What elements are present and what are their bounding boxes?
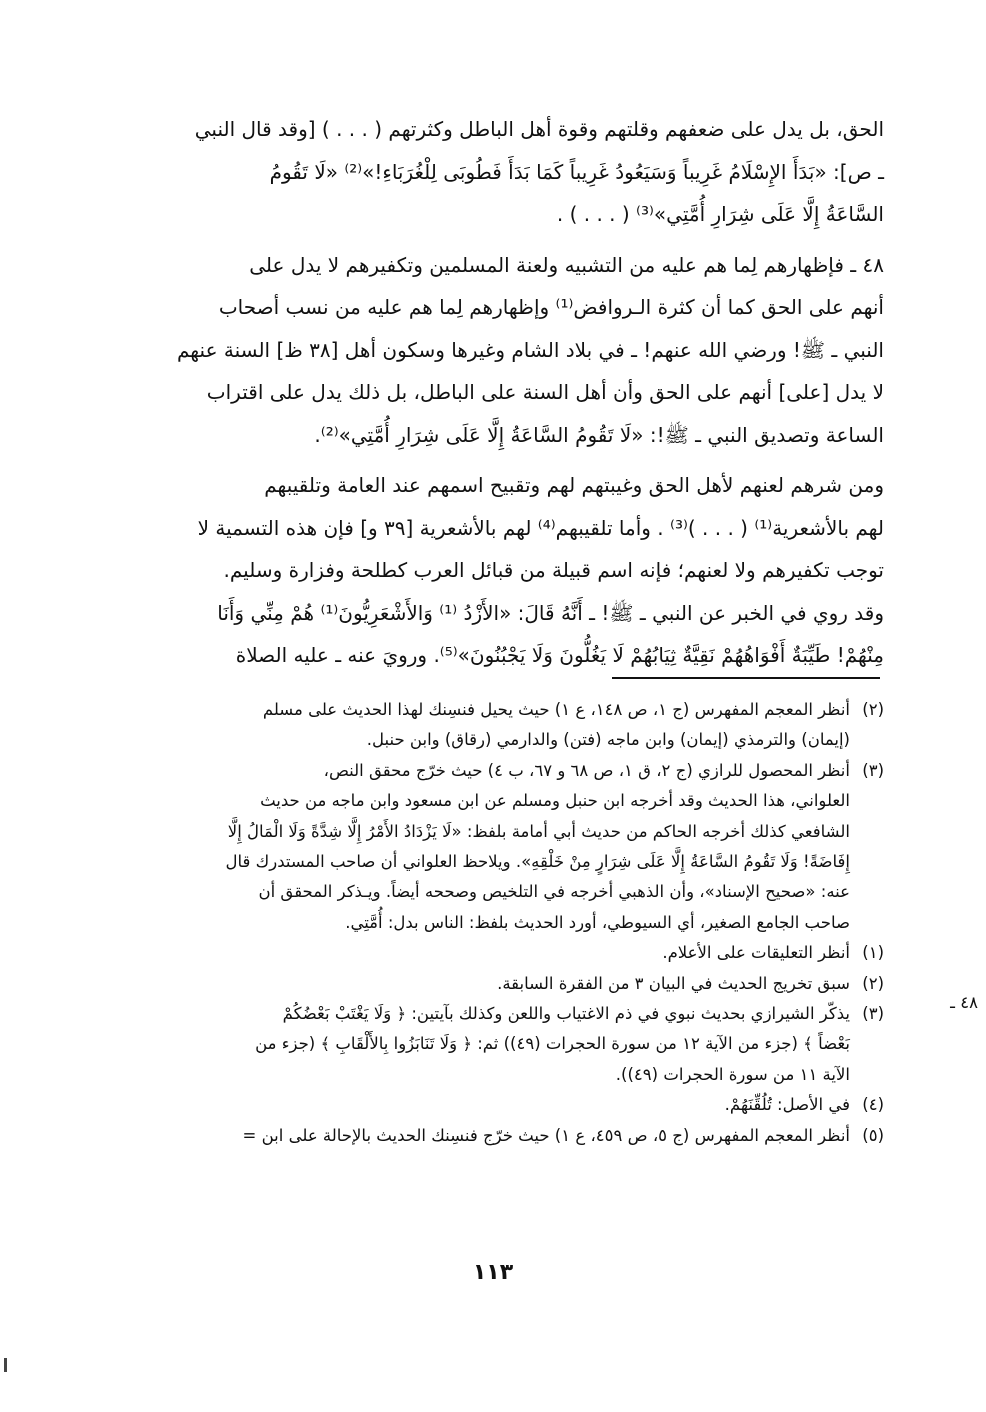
footnote-line: أنظر المحصول للرازي (ج ٢، ق ١، ص ٦٨ و ٦٧، ب ٤) حيث خرّج محقق النص، xyxy=(323,760,850,780)
footnote xyxy=(108,756,884,938)
footnote-number: (٢) xyxy=(862,700,884,719)
footnote-line: الشافعي كذلك أخرجه الحاكم من حديث أبي أمامة بلفظ: «لَا يَزْدَادُ الأَمْرُ إِلَّا شِدَّةً وَلَا الْمَالُ إِلَّا xyxy=(227,821,850,841)
body-line: وقد روي في الخبر عن النبي ـ ﷺ! ـ أَنَّهُ قَالَ: «الأَزْدُ ⁽¹⁾ وَالأَشْعَرِيُّونَ⁽¹⁾ هُمْ مِنِّي وَأَنَا xyxy=(217,600,884,625)
footnote xyxy=(108,969,884,999)
body-line: السَّاعَةُ إِلَّا عَلَى شِرَارِ أُمَّتِي»⁽³⁾ ( . . . ) . xyxy=(556,202,884,226)
footnote-line: صاحب الجامع الصغير، أي السيوطي، أورد الحديث بلفظ: الناس بدل: أُمَّتِي. xyxy=(345,912,850,932)
footnote xyxy=(108,938,884,968)
page-number: ١١٣ xyxy=(472,1260,514,1285)
footnote-line: أنظر التعليقات على الأعلام. xyxy=(662,943,850,963)
footnote-number: (٥) xyxy=(862,1125,884,1145)
footnote-number: (٣) xyxy=(862,760,884,780)
body-line: توجب تكفيرهم ولا لعنهم؛ فإنه اسم قبيلة من قبائل العرب كطلحة وفزارة وسليم. xyxy=(223,558,884,582)
footnote-line: يذكّر الشيرازي بحديث نبوي في ذم الاغتياب واللعن وكذلك بآيتين: ﴿ وَلَا يَغْتَبْ بَعْضُكُمْ xyxy=(282,1004,850,1024)
body-line: الحق، بل يدل على ضعفهم وقلتهم وقوة أهل الباطل وكثرتهم ( . . . ) [وقد قال النبي xyxy=(194,117,884,141)
body-line: ومن شرهم لعنهم لأهل الحق وغيبتهم لهم وتقبيح اسمهم عند العامة وتلقيبهم xyxy=(264,473,884,497)
footnote xyxy=(108,1090,884,1120)
body-line: النبي ـ ﷺ! ورضي الله عنهم! ـ في بلاد الشام وغيرها وسكون أهل [٣٨ ظ] السنة عنهم xyxy=(177,337,884,362)
footnotes xyxy=(108,695,884,1151)
footnote-line: إِفَاضَةً! وَلَا تَقُومُ السَّاعَةُ إِلَّا عَلَى شِرَارٍ مِنْ خَلْقِهِ». ويلاحظ العلواني أن صاحب المستدرك قال xyxy=(225,852,850,872)
body-line: أنهم على الحق كما أن كثرة الـروافض⁽¹⁾ وإظهارهم لِما هم عليه من نسب أصحاب xyxy=(218,295,884,319)
footnote-line: في الأصل: تُلُقِّنَهُمْ. xyxy=(724,1095,850,1115)
body-line: الساعة وتصديق النبي ـ ﷺ!: «لَا تَقُومُ السَّاعَةُ إِلَّا عَلَى شِرَارِ أُمَّتِي»⁽²⁾. xyxy=(314,422,884,447)
footnote-line: بَعْضاً ﴾ (جزء من الآية ١٢ من سورة الحجرات (٤٩)) ثم: ﴿ وَلَا تَنَابَزُوا بِالأَلْقَابِ ﴾ (جزء من xyxy=(255,1034,850,1054)
footnote-line: الآية ١١ من سورة الحجرات (٤٩)). xyxy=(615,1064,850,1084)
footnote xyxy=(108,1121,884,1151)
footnote-number: (٢) xyxy=(862,973,884,993)
footnote-line: عنه: «صحيح الإسناد»، وأن الذهبي أخرجه في التلخيص وصححه أيضاً. ويـذكر المحقق أن xyxy=(258,882,850,902)
footnote-line: أنظر المعجم المفهرس (ج ١، ص ١٤٨، ع ١) حيث يحيل فنسِنك لهذا الحديث على مسلم xyxy=(262,700,850,719)
footnote-line: (إيمان) والترمذي (إيمان) وابن ماجه (فتن) والدارمي (رقاق) وابن حنبل. xyxy=(366,730,850,750)
body-line: ـ ص]: «بَدَأَ الإِسْلَامُ غَرِيباً وَسَيَعُودُ غَرِيباً كَمَا بَدَأَ فَطُوبَى لِلْغُرَبَاءِ!»⁽²⁾ «لَا تَقُومُ xyxy=(269,159,884,184)
paragraph-48-line: ٤٨ ـ فإظهارهم لِما هم عليه من التشبيه ولعنة المسلمين وتكفيرهم لا يدل على xyxy=(249,252,884,277)
body-line: لا يدل [على] أنهم على الحق وأن أهل السنة على الباطل، بل ذلك يدل على اقتراب xyxy=(206,380,884,404)
footnote-group-label: ٤٨ ـ xyxy=(950,993,978,1012)
footnote-line: سبق تخريج الحديث في البيان ٣ من الفقرة السابقة. xyxy=(497,973,850,993)
footnote xyxy=(108,999,884,1090)
main-text xyxy=(108,108,884,677)
footnote-separator xyxy=(612,677,880,679)
scan-edge-mark xyxy=(4,1358,7,1372)
footnote-number: (١) xyxy=(862,943,884,963)
footnote-line: العلواني، هذا الحديث وقد أخرجه ابن حنبل ومسلم عن ابن مسعود وابن ماجه من حديث xyxy=(260,791,850,811)
footnote-number: (٤) xyxy=(862,1095,884,1115)
body-line: لهم بالأشعرية⁽¹⁾ ( . . . )⁽³⁾ . وأما تلقيبهم⁽⁴⁾ لهم بالأشعرية [٣٩ و] فإن هذه التسمية لا xyxy=(197,515,884,540)
body-line: مِنْهُمْ! طَيِّبَةٌ أَفْوَاهُهُمْ نَقِيَّةٌ ثِيَابُهُمْ لَا يَغُلُّونَ وَلَا يَجْبُنُونَ»⁽⁵⁾. ورويَ عنه ـ عليه الصلاة xyxy=(235,643,884,667)
footnote xyxy=(108,695,884,756)
footnote-number: (٣) xyxy=(862,1004,884,1024)
footnote-line: أنظر المعجم المفهرس (ج ٥، ص ٤٥٩، ع ١) حيث خرّج فنسِنك الحديث بالإحالة على ابن = xyxy=(242,1125,850,1145)
